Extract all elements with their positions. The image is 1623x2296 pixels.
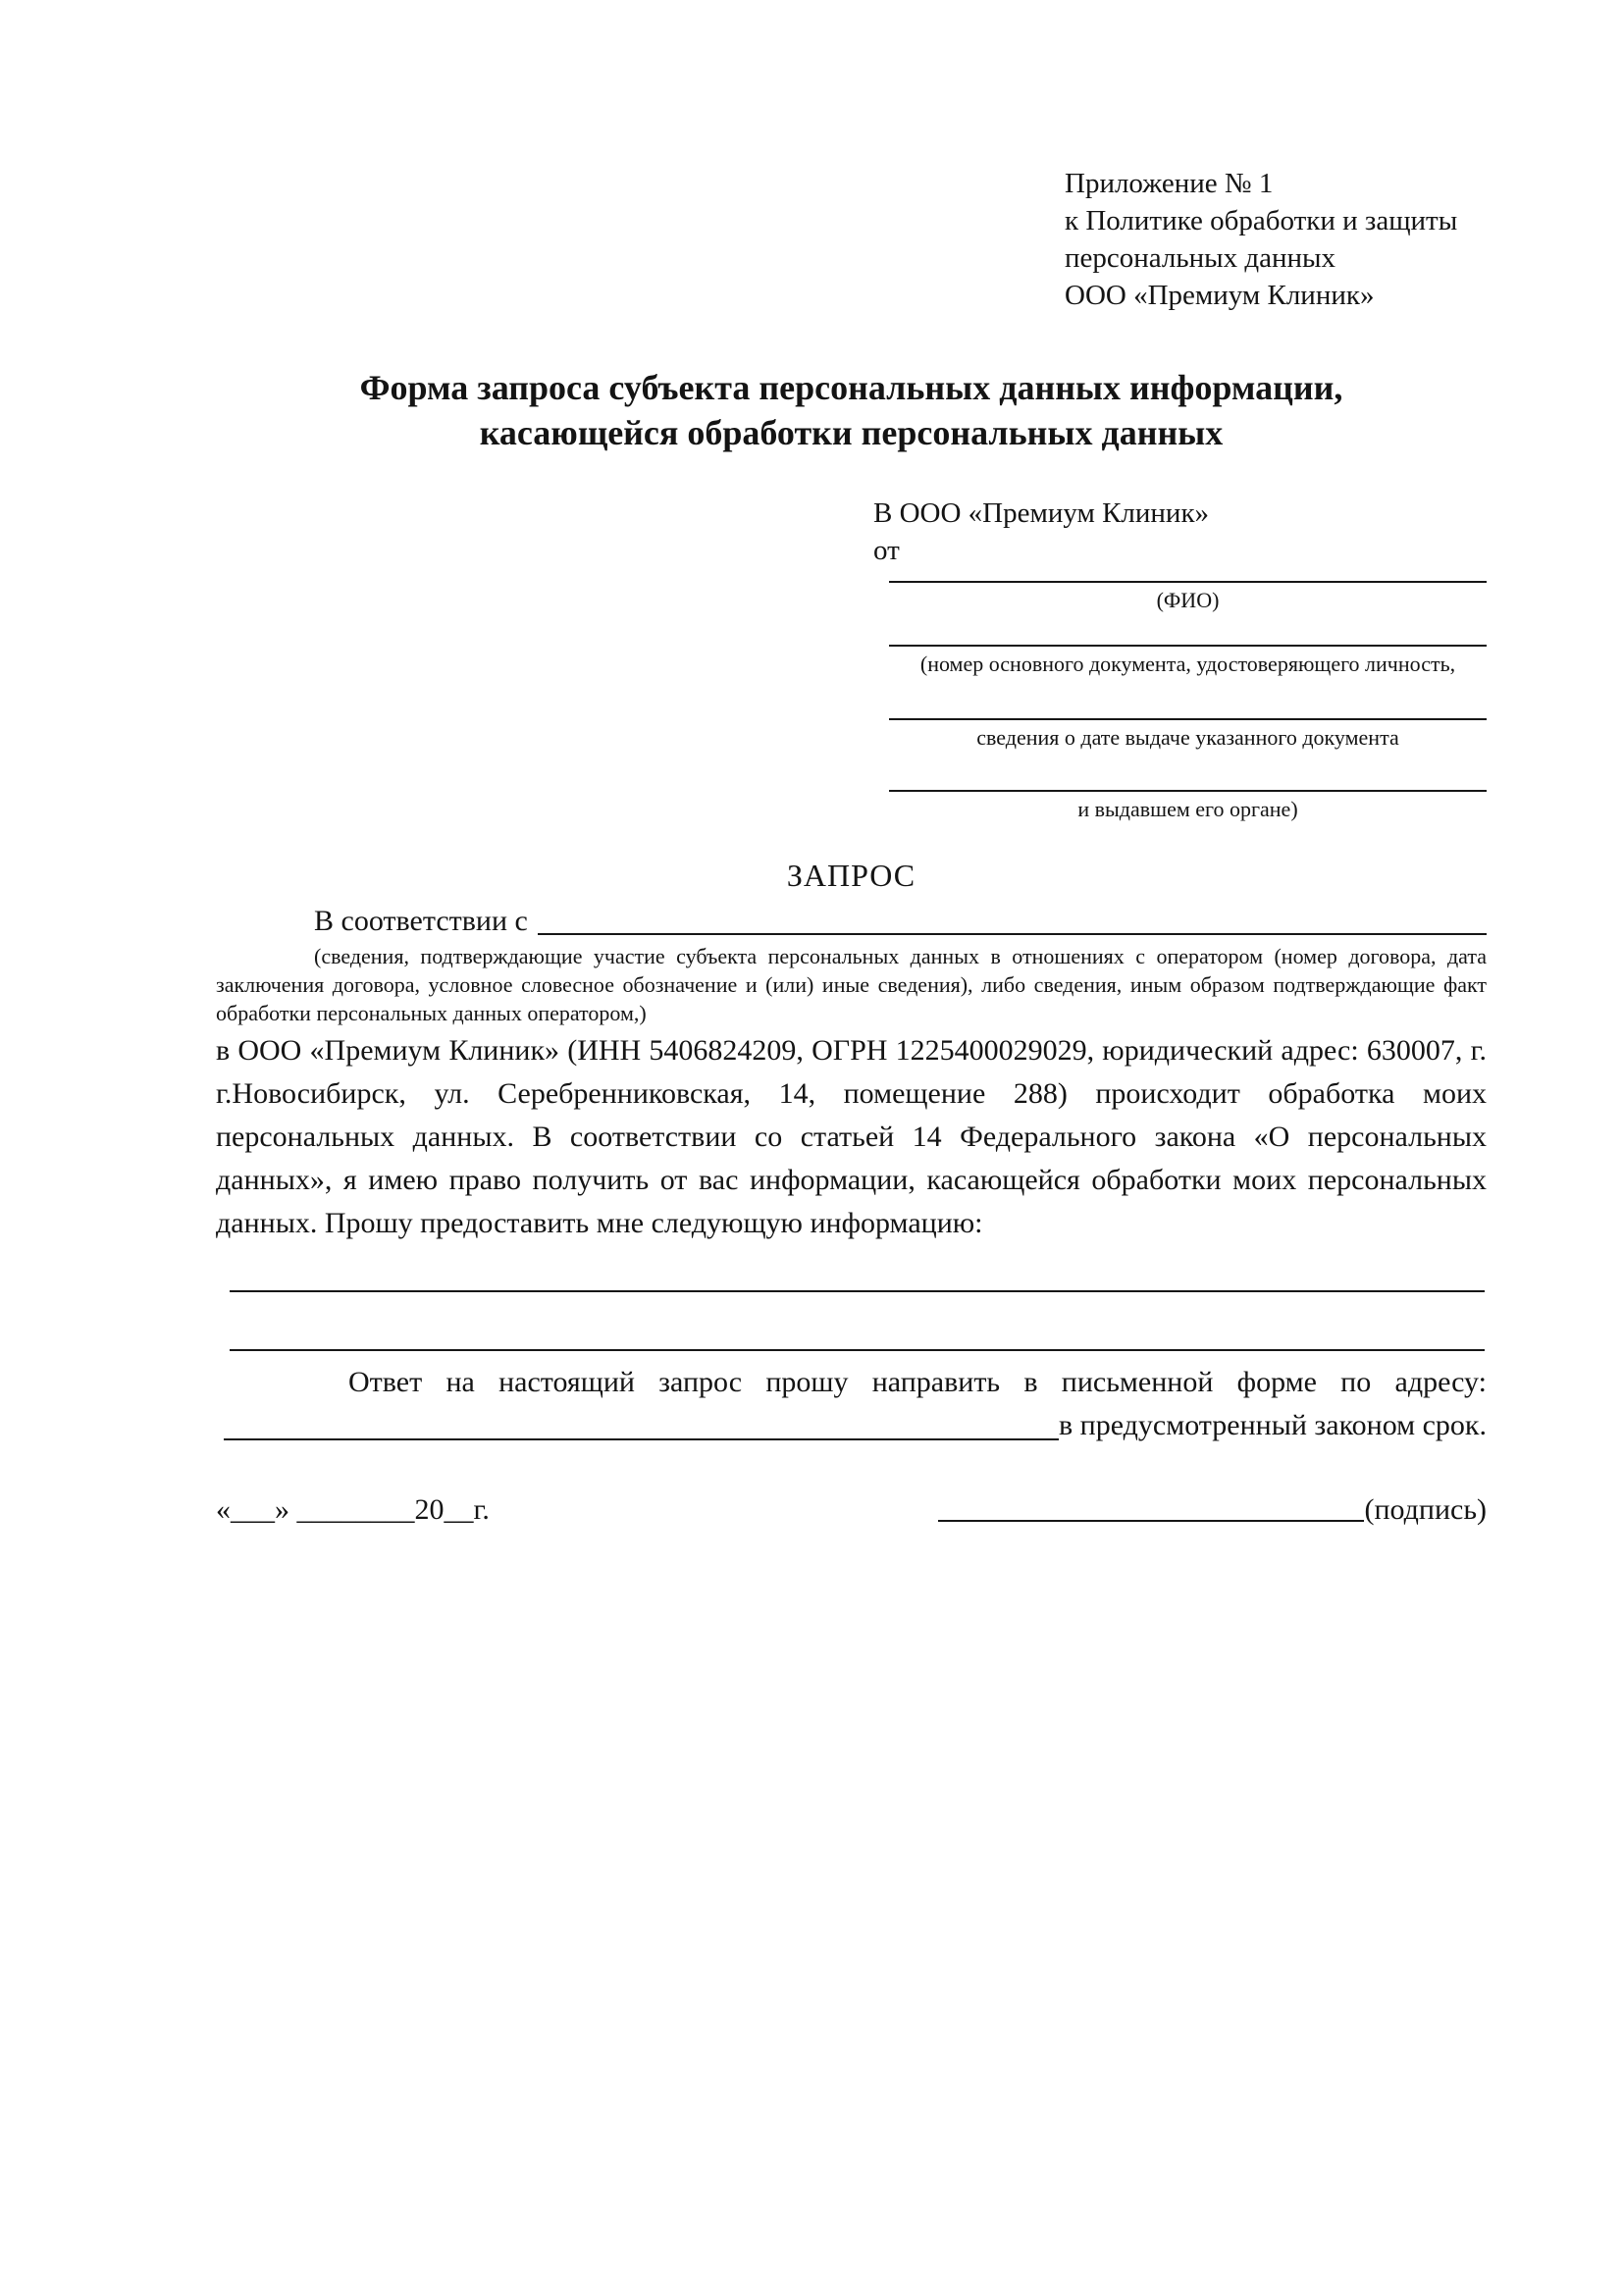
reply-tail-row <box>216 1404 1487 1447</box>
issue-date-fill-line <box>889 679 1487 720</box>
addressee-block <box>873 495 1487 824</box>
addressee-to: В ООО «Премиум Клиник» <box>873 497 1210 529</box>
signature-row <box>216 1490 1487 1530</box>
info-fill-line-2 <box>230 1349 1485 1351</box>
issue-date-caption: сведения о дате выдаче указанного документа <box>976 725 1399 750</box>
signature-area <box>938 1490 1487 1530</box>
accordance-footnote: (сведения, подтверждающие участие субъекта персональных данных в отношениях с оператором (номер договора, дата заключения договора, условное словесное обозначение и (или) иные сведения), либо сведения, иным образом подтверждающие факт обработки персональных данных оператором,) <box>216 944 1487 1025</box>
issuing-authority-caption: и выдавшем его органе) <box>1077 797 1298 821</box>
appendix-line: Приложение № 1 <box>1065 168 1274 199</box>
signature-caption: (подпись) <box>1364 1493 1487 1526</box>
signature-fill-line <box>938 1520 1364 1522</box>
accordance-fill-line <box>538 901 1487 935</box>
document-number-caption: (номер основного документа, удостоверяющего личность, <box>919 652 1456 676</box>
request-heading: ЗАПРОС <box>786 858 916 893</box>
accordance-label: В соответствии с <box>314 905 528 937</box>
fio-fill-line <box>889 569 1487 583</box>
address-fill-line <box>224 1404 1059 1440</box>
form-title-line-1: Форма запроса субъекта персональных данных информации, <box>359 368 1343 407</box>
document-number-fill-line <box>889 615 1487 647</box>
document-number-field <box>873 615 1487 679</box>
issuing-authority-field <box>873 753 1487 824</box>
form-title-line-2: касающейся обработки персональных данных <box>479 413 1224 452</box>
request-body: в ООО «Премиум Клиник» (ИНН 5406824209, ОГРН 1225400029029, юридический адрес: 630007, г. г.Новосибирск, ул. Серебренниковская, 14, помещение 288) происходит обработка моих персональных данных. В соответствии со статьей 14 Федерального закона «О персональных данных», я имею право получить от вас информации, касающейся обработки моих персональных данных. Прошу предоставить мне следующую информацию: <box>216 1034 1487 1239</box>
form-title <box>216 365 1487 455</box>
appendix-block <box>1065 165 1487 314</box>
reply-tail-text: в предусмотренный законом срок. <box>1059 1409 1487 1441</box>
addressee-from-label: от <box>873 535 900 566</box>
reply-address-line: Ответ на настоящий запрос прошу направить в письменной форме по адресу: <box>348 1366 1487 1398</box>
fio-caption: (ФИО) <box>1156 588 1220 612</box>
date-blank-line: «___» ________20__г. <box>216 1493 490 1526</box>
appendix-line: к Политике обработки и защиты <box>1065 205 1458 236</box>
info-fill-line-1 <box>230 1290 1485 1292</box>
appendix-line: ООО «Премиум Клиник» <box>1065 280 1375 311</box>
fio-field <box>873 569 1487 615</box>
accordance-row <box>216 901 1487 942</box>
issue-date-field <box>873 679 1487 753</box>
issuing-authority-fill-line <box>889 753 1487 792</box>
appendix-line: персональных данных <box>1065 242 1336 274</box>
